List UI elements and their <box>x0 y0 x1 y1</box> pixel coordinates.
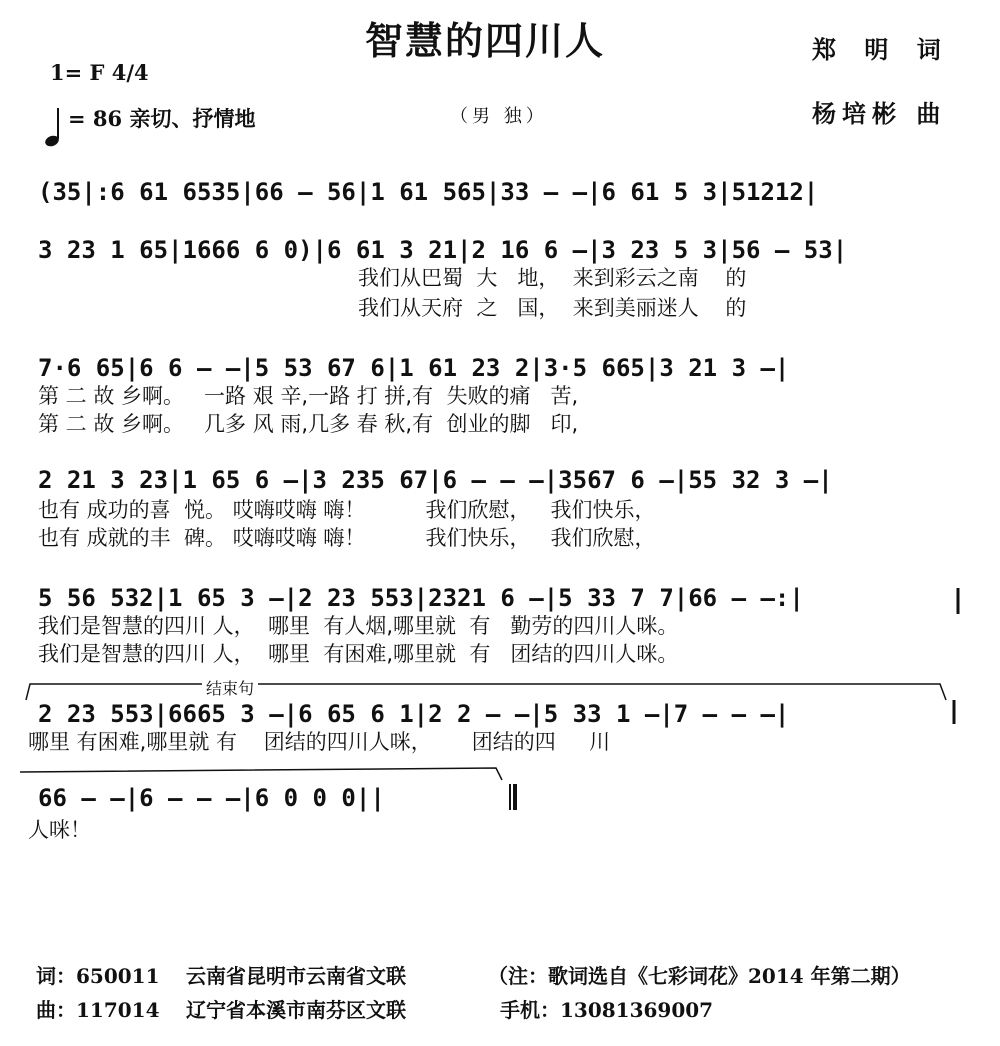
system-1-notes: (35|:6 61 6535|66 — 56|1 61 565|33 — —|6 61 5 3|51212| <box>38 178 819 206</box>
system-6-lyrics: 哪里 有困难,哪里就 有 团结的四川人咪， 团结的四 川 <box>28 730 611 754</box>
system-4-lyrics-verse1: 也有 成功的喜 悦。 哎嗨哎嗨 嗨！ 我们欣慰， 我们快乐， <box>38 498 656 522</box>
system-4-notes: 2 21 3 23|1 65 6 —|3 235 67|6 — — —|3567 6 —|55 32 3 —| <box>38 466 833 494</box>
system-3-lyrics-verse2: 第 二 故 乡啊。 几多 风 雨,几多 春 秋,有 创业的脚 印, <box>38 412 579 436</box>
system-4-lyrics-verse2: 也有 成就的丰 碑。 哎嗨哎嗨 嗨！ 我们快乐， 我们欣慰， <box>38 526 656 550</box>
system-2-lyrics-verse1: 我们从巴蜀 大 地， 来到彩云之南 的 <box>358 266 747 290</box>
lyricist-credit: 郑 明 词 <box>812 35 951 64</box>
footer-composer-label: 曲：117014 <box>36 998 160 1022</box>
key-signature: 1= F 4/4 <box>50 60 149 85</box>
coda-label: 结束句 <box>202 676 258 699</box>
system-7-lyrics: 人咪！ <box>28 818 91 842</box>
system-5-lyrics-verse1: 我们是智慧的四川 人， 哪里 有人烟,哪里就 有 勤劳的四川人咪。 <box>38 614 679 638</box>
tempo-marking: = 86 亲切、抒情地 <box>68 106 256 131</box>
system-7-notes: 66 — —|6 — — —|6 0 0 0|| <box>38 784 385 812</box>
footer-phone: 手机：13081369007 <box>500 998 714 1022</box>
footer-lyricist-label: 词：650011 <box>36 964 160 988</box>
song-title: 智慧的四川人 <box>365 18 606 63</box>
footer-source-note: （注：歌词选自《七彩词花》2014 年第二期） <box>488 964 911 988</box>
system-5-notes: 5 56 532|1 65 3 —|2 23 553|2321 6 —|5 33 7 7|66 — —:| <box>38 584 804 612</box>
composer-credit: 杨培彬 曲 <box>812 99 947 128</box>
footer-composer-address: 辽宁省本溪市南芬区文联 <box>186 998 406 1022</box>
system-2-notes: 3 23 1 65|1666 6 0)|6 61 3 21|2 16 6 —|3 23 5 3|56 — 53| <box>38 236 848 264</box>
system-2-lyrics-verse2: 我们从天府 之 国， 来到美丽迷人 的 <box>358 296 747 320</box>
voice-label: （男 独） <box>450 106 548 127</box>
footer-lyricist-address: 云南省昆明市云南省文联 <box>186 964 406 988</box>
system-3-lyrics-verse1: 第 二 故 乡啊。 一路 艰 辛,一路 打 拼,有 失败的痛 苦, <box>38 384 579 408</box>
system-6-notes: 2 23 553|6665 3 —|6 65 6 1|2 2 — —|5 33 1 —|7 — — —| <box>38 700 790 728</box>
system-3-notes: 7·6 65|6 6 — —|5 53 67 6|1 61 23 2|3·5 665|3 21 3 —| <box>38 354 790 382</box>
system-5-lyrics-verse2: 我们是智慧的四川 人， 哪里 有困难,哪里就 有 团结的四川人咪。 <box>38 642 679 666</box>
